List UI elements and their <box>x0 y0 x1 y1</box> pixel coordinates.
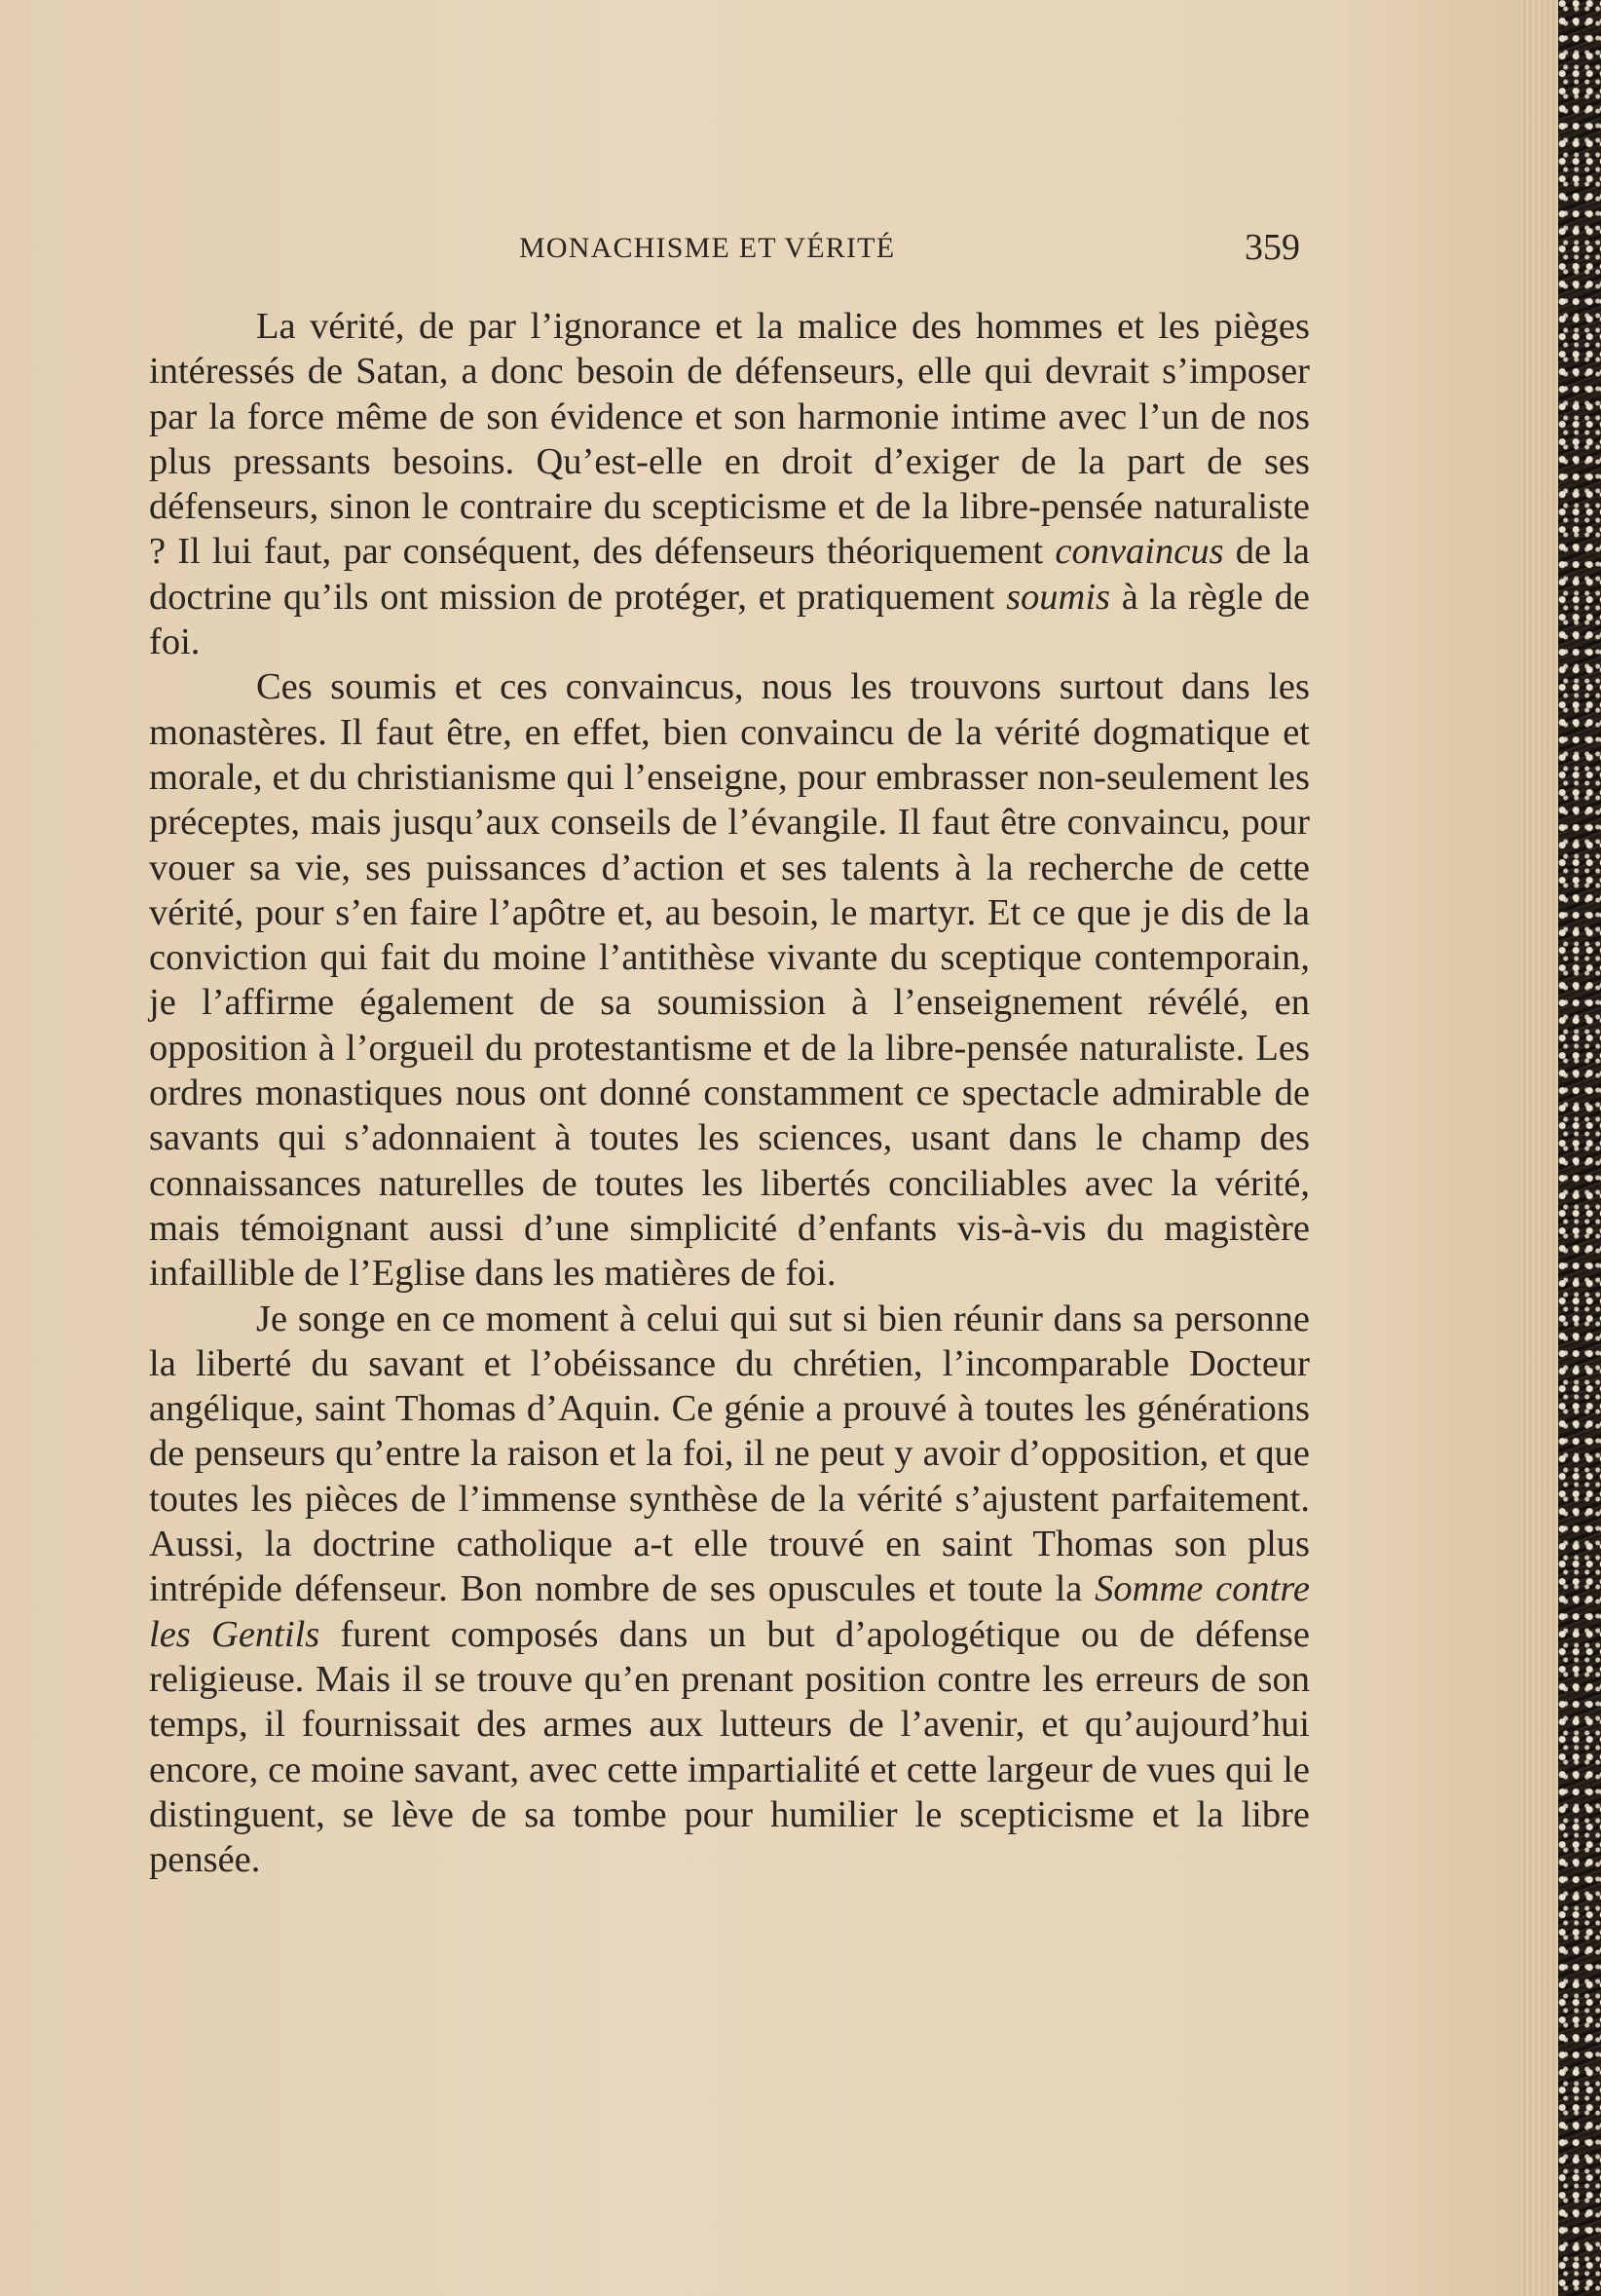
text-run: à la règle de foi. <box>149 576 1310 663</box>
body-text <box>149 304 1310 1882</box>
italic-run: soumis <box>1006 576 1111 618</box>
paragraph-3 <box>149 1297 1310 1883</box>
italic-run: Somme contre les Gentils <box>149 1568 1311 1655</box>
page-number: 359 <box>1245 227 1300 268</box>
text-run: Ces soumis et ces convaincus, nous les trouvons surtout dans les monastères. Il faut être, en effet, bien convaincu de la vérité dogmatique et morale, et du christianisme qui l’enseigne, pour embrasser non-seulement les préceptes, mais jusqu’aux conseils de l’évangile. Il faut être convaincu, pour vouer sa vie, ses puissances d’action et ses talents à la recherche de cette vérité, pour s’en faire l’apôtre et, au besoin, le martyr. Et ce que je dis de la conviction qui fait du moine l’antithèse vivante du sceptique contemporain, je l’affirme également de sa soumission à l’enseignement révélé, en opposition à l’orgueil du protestantisme et de la libre-pensée naturaliste. Les ordres monastiques nous ont donné constamment ce spectacle admirable de savants qui s’adonnaient à toutes les sciences, usant dans le champ des connaissances naturelles de toutes les libertés conciliables avec la vérité, mais témoignant aussi d’une simplicité d’enfants vis-à-vis du magistère infaillible de l’Eglise dans les matières de foi. <box>149 666 1310 1295</box>
text-run: La vérité, de par l’ignorance et la malice des hommes et les pièges intéressés de Satan, a donc besoin de défenseurs, elle qui devrait s’imposer par la force même de son évidence et son harmonie intime avec l’un de nos plus pressants besoins. Qu’est-elle en droit d’exiger de la part de ses défenseurs, sinon le contraire du scepticisme et de la libre-pensée naturaliste ? Il lui faut, par conséquent, des défenseurs théoriquement <box>149 306 1310 573</box>
text-run: furent composés dans un but d’apologétique ou de défense religieuse. Mais il se trouve qu’en prenant position contre les erreurs de son temps, il fournissait des armes aux lutteurs de l’avenir, et qu’aujourd’hui encore, ce moine savant, avec cette impartialité et cette largeur de vues qui le distinguent, se lève de sa tombe pour humilier le scepticisme et la libre pensée. <box>149 1613 1310 1881</box>
paragraph-1 <box>149 304 1310 664</box>
italic-run: convaincus <box>1055 531 1224 573</box>
text-run: Je songe en ce moment à celui qui sut si bien réunir dans sa personne la liberté du savant et l’obéissance du chrétien, l’incomparable Docteur angélique, saint Thomas d’Aquin. Ce génie a prouvé à toutes les générations de penseurs qu’entre la raison et la foi, il ne peut y avoir d’opposition, et que toutes les pièces de l’immense synthèse de la vérité s’ajustent parfaitement. Aussi, la doctrine catholique a-t elle trouvé en saint Thomas son plus intrépide défenseur. Bon nombre de ses opuscules et toute la <box>149 1298 1310 1610</box>
marbled-book-edge <box>1558 0 1601 2296</box>
text-run: de la doctrine qu’ils ont mission de protéger, et pratiquement <box>149 531 1310 618</box>
paragraph-2 <box>149 664 1310 1296</box>
running-head <box>149 226 1310 273</box>
running-title: MONACHISME ET VÉRITÉ <box>519 232 896 264</box>
page-edge <box>1519 0 1558 2296</box>
